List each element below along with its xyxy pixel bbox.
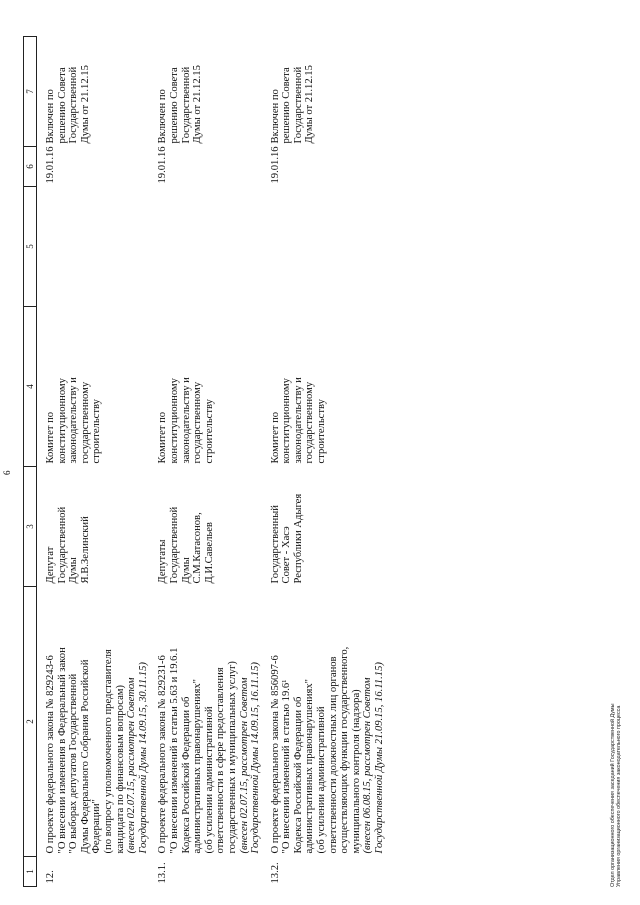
inclusion-status [262, 37, 386, 147]
column-header: 1 [24, 857, 37, 887]
committee-line: законодательству и [292, 377, 304, 464]
author-line: Думы [68, 557, 80, 584]
footer-line: Отдел организационного обеспечения заседаний Государственной Думы [610, 703, 616, 887]
status-line: Думы от 21.12.15 [79, 65, 91, 144]
inclusion-status [37, 37, 150, 147]
item-number: 12. [45, 870, 56, 884]
bill-description [262, 587, 386, 857]
committee-line: Комитет по [269, 411, 281, 464]
page-number: 6 [2, 470, 12, 475]
author-line: Государственной [168, 506, 180, 584]
author-line: Государственной [56, 506, 68, 584]
description-line: ответственности в сфере предоставления [215, 667, 227, 854]
submission-note: (внесен 02.07.15, рассмотрен Советом [126, 677, 138, 854]
description-line: государственных и муниципальных услуг) [226, 661, 238, 854]
status-line: Государственной [68, 66, 80, 144]
committee-line: строительству [316, 399, 328, 464]
status-line: решению Совета [56, 67, 68, 144]
table-row [262, 37, 386, 887]
description-line: О проекте федерального закона № 829231-6 [157, 655, 169, 854]
bill-author [37, 467, 150, 587]
description-line: муниципального контроля (надзора) [350, 689, 362, 854]
column-header: 6 [24, 147, 37, 187]
status-line: решению Совета [168, 67, 180, 144]
column-header: 7 [24, 37, 37, 147]
description-line: Думы Федерального Собрания Российской [79, 659, 91, 854]
column-header: 3 [24, 467, 37, 587]
status-line: решению Совета [281, 67, 293, 144]
description-line: кандидата по финансовым вопросам) [114, 684, 126, 854]
author-line: Депутаты [157, 539, 169, 584]
consideration-date: 19.01.16 [269, 146, 281, 184]
committee-line: Комитет по [45, 411, 56, 464]
column-5-cell [262, 187, 386, 307]
column-header: 4 [24, 307, 37, 467]
submission-note: Государственной Думы 21.09.15, 16.11.15) [374, 662, 386, 854]
description-line: Кодекса Российской Федерации об [292, 696, 304, 854]
submission-note: (внесен 02.07.15, рассмотрен Советом [238, 677, 250, 854]
description-line: О проекте федерального закона № 856097-6 [269, 655, 281, 854]
author-line: Д.И.Савельев [203, 522, 215, 584]
responsible-committee [149, 307, 261, 467]
description-line: осуществляющих функции государственного, [339, 646, 351, 854]
column-5-cell [149, 187, 261, 307]
column-header: 5 [24, 187, 37, 307]
committee-line: законодательству и [68, 377, 80, 464]
table-row [149, 37, 261, 887]
status-line: Включен по [45, 89, 56, 144]
column-header: 2 [24, 587, 37, 857]
consideration-date: 19.01.16 [45, 146, 56, 184]
description-line: Федерации" [91, 799, 103, 854]
footer-line: Управления организационного обеспечения законодательного процесса [616, 705, 623, 887]
table-body [37, 37, 386, 887]
description-line: (об усилении административной [316, 706, 328, 854]
inclusion-status [149, 37, 261, 147]
description-line: "О внесении изменений в статьи 5.63 и 19.6.1 [168, 647, 180, 854]
description-line: О проекте федерального закона № 829243-6 [45, 655, 56, 854]
bill-description [149, 587, 261, 857]
column-5-cell [37, 187, 150, 307]
description-line: "О внесении изменений в статью 19.6¹ [281, 679, 293, 854]
author-line: Республики Адыгея [292, 493, 304, 584]
bill-author [149, 467, 261, 587]
table-row [37, 37, 150, 887]
description-line: Кодекса Российской Федерации об [180, 696, 192, 854]
description-line: (по вопросу уполномоченного представителя [102, 649, 114, 854]
committee-line: Комитет по [157, 411, 169, 464]
agenda-table [23, 36, 386, 887]
committee-line: конституционному [56, 378, 68, 464]
bill-author [262, 467, 386, 587]
committee-line: строительству [203, 399, 215, 464]
bill-description [37, 587, 150, 857]
description-line: ответственности должностных лиц органов [327, 656, 339, 854]
author-line: Депутат [45, 546, 56, 584]
author-line: Государственный [269, 505, 281, 584]
committee-line: строительству [91, 399, 103, 464]
status-line: Государственной [180, 66, 192, 144]
item-number: 13.2. [269, 862, 281, 884]
author-line: С.М.Катасонов, [192, 512, 204, 584]
author-line: Думы [180, 557, 192, 584]
status-line: Включен по [269, 89, 281, 144]
description-line: "О выборах депутатов Государственной [68, 673, 80, 854]
status-line: Включен по [157, 89, 169, 144]
description-line: административных правонарушениях" [192, 679, 204, 854]
status-line: Думы от 21.12.15 [192, 65, 204, 144]
description-line: "О внесении изменения в Федеральный закон [56, 647, 68, 854]
status-line: Государственной [292, 66, 304, 144]
responsible-committee [37, 307, 150, 467]
submission-note: (внесен 06.08.15, рассмотрен Советом [362, 677, 374, 854]
description-line: (об усилении административной [203, 706, 215, 854]
committee-line: конституционному [168, 378, 180, 464]
committee-line: государственному [304, 381, 316, 464]
author-line: Совет - Хасэ [281, 526, 293, 584]
committee-line: государственному [192, 381, 204, 464]
submission-note: Государственной Думы 14.09.15, 30.11.15) [137, 662, 149, 854]
committee-line: конституционному [281, 378, 293, 464]
status-line: Думы от 21.12.15 [304, 65, 316, 144]
description-line: административных правонарушениях" [304, 679, 316, 854]
committee-line: законодательству и [180, 377, 192, 464]
submission-note: Государственной Думы 14.09.15, 16.11.15) [250, 662, 262, 854]
item-number: 13.1. [157, 862, 169, 884]
table-header [24, 37, 37, 887]
consideration-date: 19.01.16 [157, 146, 169, 184]
committee-line: государственному [79, 381, 91, 464]
footer-note [610, 704, 623, 887]
author-line: Я.В.Зелинский [79, 516, 91, 584]
responsible-committee [262, 307, 386, 467]
